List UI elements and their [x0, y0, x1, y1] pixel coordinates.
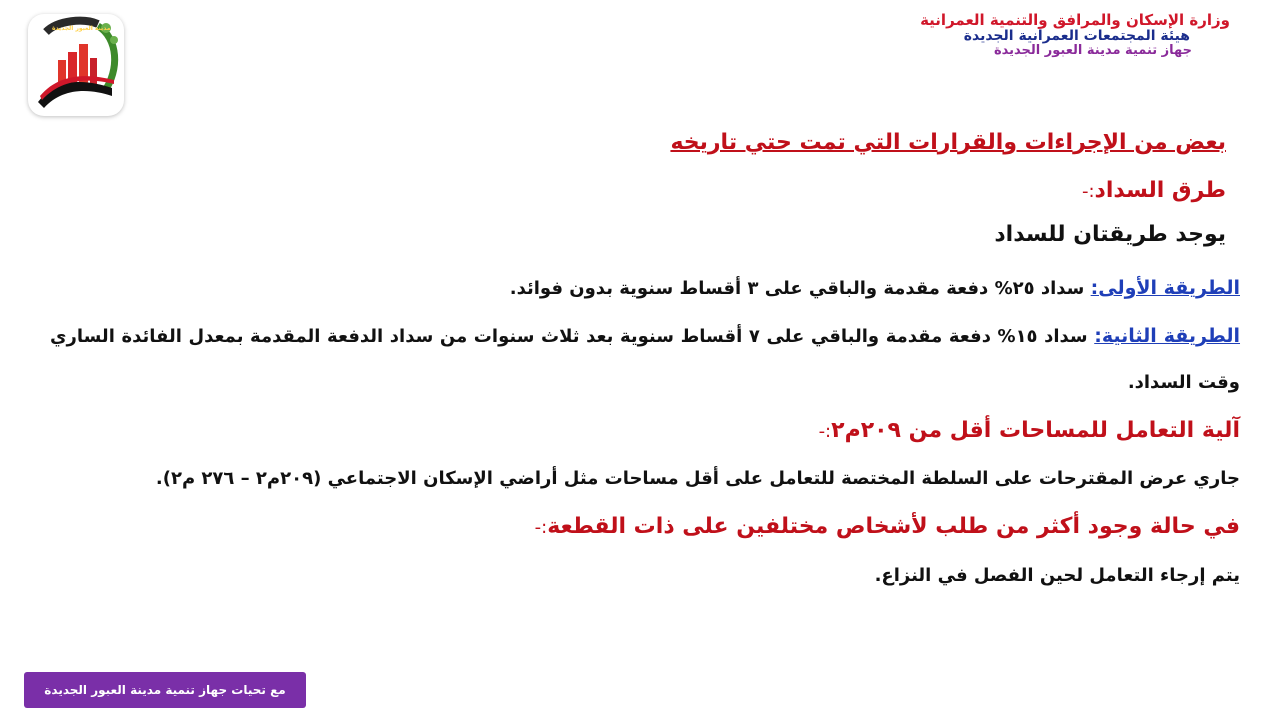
authority-name: هيئة المجتمعات العمرانية الجديدة — [963, 27, 1190, 44]
method-one-text: سداد ٢٥% دفعة مقدمة والباقي على ٣ أقساط سنوية بدون فوائد. — [509, 278, 1091, 299]
multiple-requests-text: يتم إرجاء التعامل لحين الفصل في النزاع. — [874, 565, 1240, 586]
organization-header — [890, 12, 1230, 59]
method-two-label[interactable]: الطريقة الثانية: — [1094, 325, 1241, 347]
city-logo-icon — [28, 14, 124, 116]
page-title: بعض من الإجراءات والقرارات التي تمت حتي تاريخه — [670, 130, 1226, 155]
payment-methods-heading — [50, 178, 1226, 222]
small-areas-text: جاري عرض المقترحات على السلطة المختصة للتعامل على أقل مساحات مثل أراضي الإسكان الاجتماعي (٢٠٩م٢ – ٢٧٦ م٢). — [155, 468, 1240, 489]
footer-credit: مع تحيات جهاز تنمية مدينة العبور الجديدة — [24, 672, 306, 708]
small-areas-heading — [50, 406, 1240, 456]
payment-heading-text: طرق السداد — [1094, 178, 1226, 203]
method-one — [50, 264, 1240, 313]
logo-text: مدينة العبور الجديدة — [52, 25, 111, 32]
method-one-label[interactable]: الطريقة الأولى: — [1090, 277, 1240, 299]
main-content — [50, 122, 1240, 600]
ministry-name: وزارة الإسكان والمرافق والتنمية العمرانية — [920, 11, 1230, 29]
small-areas-heading-text: آلية التعامل للمساحات أقل من ٢٠٩م٢ — [831, 418, 1240, 443]
method-two-text: سداد ١٥% دفعة مقدمة والباقي على ٧ أقساط سنوية بعد ثلاث سنوات من سداد الدفعة المقدمة بمعدل الفائدة الساري وقت السداد. — [50, 326, 1240, 393]
multiple-requests-heading — [50, 502, 1240, 552]
payment-heading-suffix: :- — [1081, 181, 1095, 202]
city-logo — [28, 14, 124, 116]
method-two — [50, 313, 1240, 406]
multiple-requests-heading-suffix: :- — [534, 517, 548, 538]
multiple-requests-heading-text: في حالة وجود أكثر من طلب لأشخاص مختلفين على ذات القطعة — [547, 514, 1240, 539]
small-areas-heading-suffix: :- — [818, 421, 832, 442]
agency-name: جهاز تنمية مدينة العبور الجديدة — [993, 43, 1192, 59]
two-methods-line: يوجد طريقتان للسداد — [994, 222, 1226, 247]
